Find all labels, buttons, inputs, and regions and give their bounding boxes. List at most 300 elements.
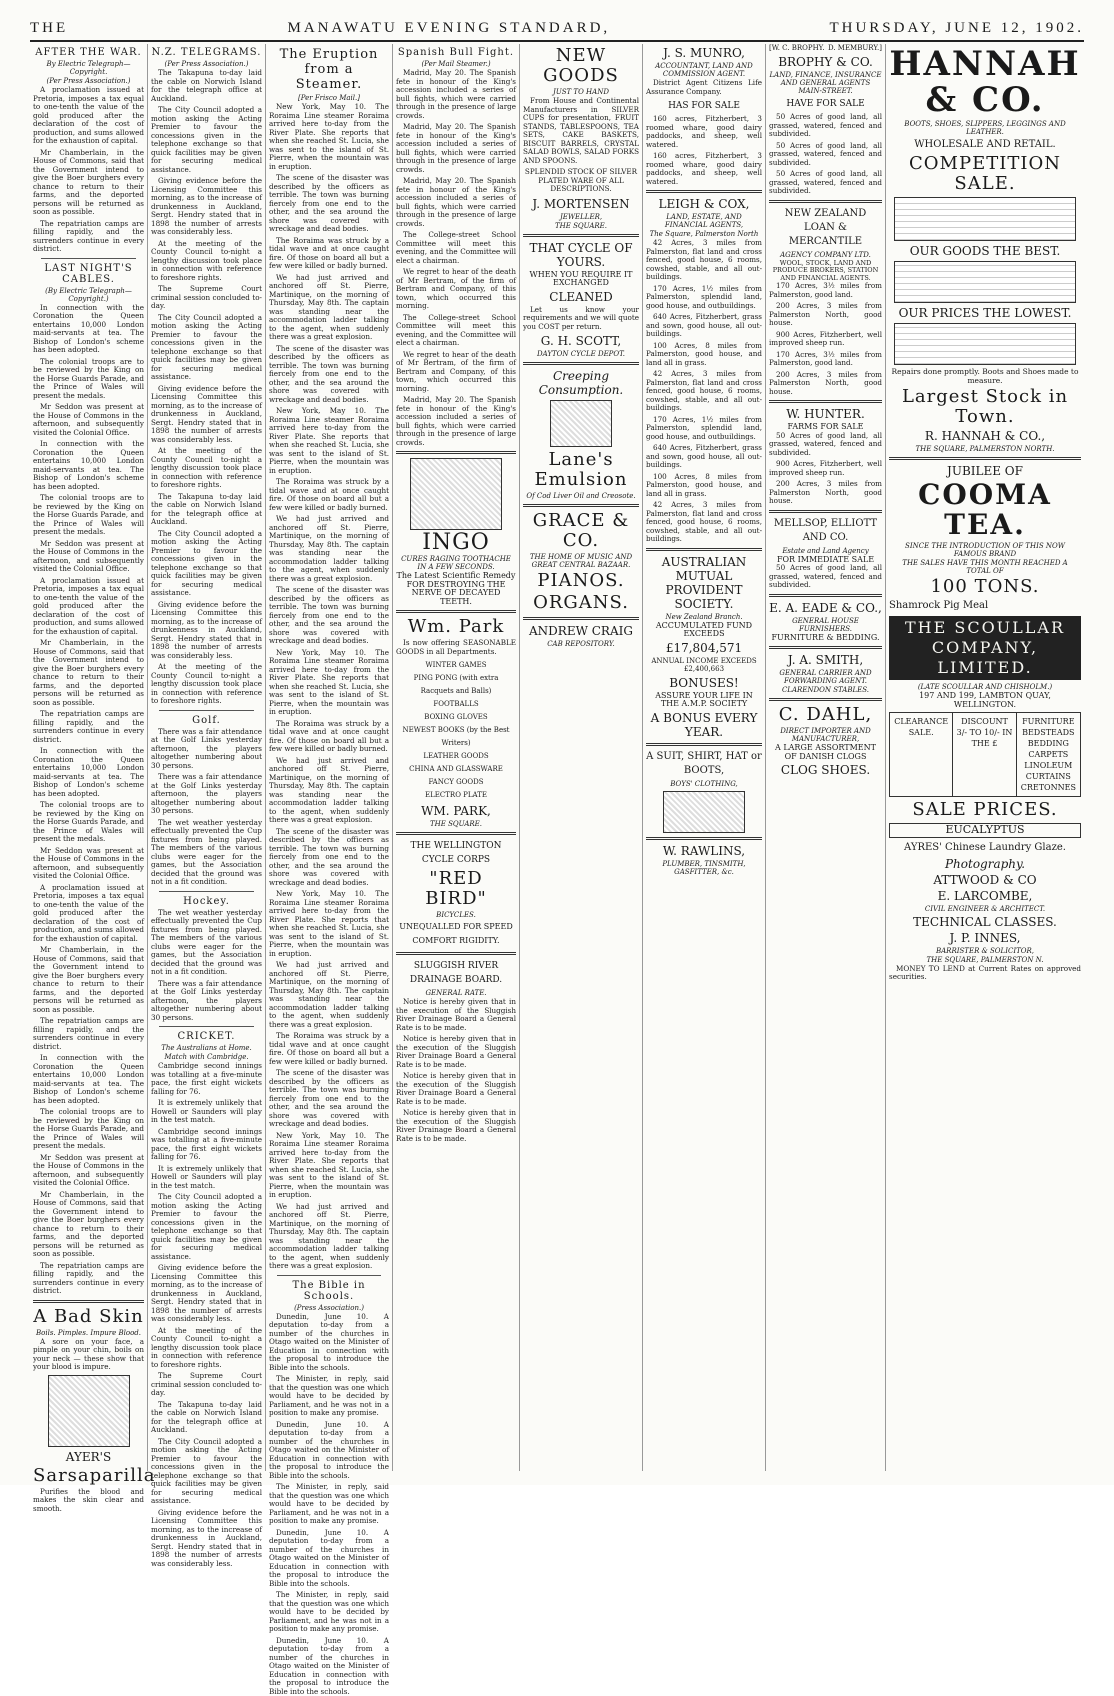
ad-text: Let us know your requirements and we will quote you COST per return. (523, 306, 639, 332)
article-text: Cambridge second innings was totalling at a five-minute pace, the first eight wickets falling for 76. (151, 1128, 262, 1162)
ad-address: 197 AND 199, LAMBTON QUAY, WELLINGTON. (889, 692, 1081, 709)
article-text: We had just arrived and anchored off St. Pierre, Martinique, on the morning of Thursday, May 8th. The captain was standing near the accommodation ladder talking to the agent, when suddenly there was a great explosion. (269, 757, 389, 825)
portrait-illustration (48, 1375, 130, 1447)
list-item: ELECTRO PLATE (396, 789, 516, 802)
ad-subtitle: Boils. Pimples. Impure Blood. (33, 1329, 144, 1337)
headline-after-the-war: AFTER THE WAR. (33, 47, 144, 58)
divider (523, 362, 639, 365)
list-item: CHINA AND GLASSWARE (396, 763, 516, 776)
article-text: Dunedin, June 10. A deputation to-day from a number of the churches in Otago waited on the Minister of Education in connection with the proposal to introduce the Bible into the schools. (269, 1637, 389, 1696)
ad-hannah-name: R. HANNAH & CO., (889, 429, 1081, 443)
ad-text: 170 Acres, 1½ miles from Palmerston, splendid land, good house, and outbuildings. (646, 416, 762, 442)
ad-address: THE SQUARE. (396, 820, 516, 828)
article-text: A proclamation issued at Pretoria, imposes a tax equal to one-tenth the value of the gold produced after the declaration of the cost of production, and sums allowed for the exhaustion of capital. (33, 884, 144, 944)
headline-bible-in-schools: The Bible in Schools. (269, 1280, 389, 1302)
ad-subtitle: LAND, ESTATE, AND FINANCIAL AGENTS, (646, 213, 762, 229)
ad-partner-name: D. MEMBURY.] (828, 44, 882, 53)
ad-text: UNEQUALLED FOR SPEED COMFORT RIGIDITY. (396, 920, 516, 948)
ad-text: A sore on your face, a pimple on your chin, boils on your neck — these show that your blood is impure. (33, 1338, 144, 1372)
article-text: In connection with the Coronation the Queen entertains 10,000 London maid-servants at tea. The Bishop of London's scheme has been adopted. (33, 747, 144, 798)
article-text: Dunedin, June 10. A deputation to-day from a number of the churches in Otago waited on the Minister of Education in connection with the proposal to introduce the Bible into the schools. (269, 1529, 389, 1589)
ad-subtitle: WHOLESALE AND RETAIL. (889, 138, 1081, 152)
ad-sale-prices: SALE PRICES. (889, 800, 1081, 820)
ad-subtitle: JUST TO HAND (523, 88, 639, 96)
article-text: We had just arrived and anchored off St. Pierre, Martinique, on the morning of Thursday, May 8th. The captain was standing near the accommodation ladder talking to the agent, when suddenly there was a great explosion. (269, 1203, 389, 1271)
scoullar-sale-grid (889, 712, 1081, 797)
ad-scott-name: G. H. SCOTT, (523, 334, 639, 348)
ad-text: 170 Acres, 3½ miles from Palmerston, good land. (769, 282, 882, 299)
article-text: Mr Chamberlain, in the House of Commons, said that the Government intend to give the Boer burghers every chance to return to their farms, and the deported persons will be returned as soon as possible. (33, 946, 144, 1014)
ad-text: 50 Acres of good land, all grassed, watered, fenced and subdivided. (769, 432, 882, 458)
ad-subtitle: BICYCLES. (396, 911, 516, 919)
ad-leigh-cox: LEIGH & COX, (646, 197, 762, 211)
article-text: The scene of the disaster was described by the officers as terrible. The town was burning fiercely from one end to the other, and the sea around the shore was covered with wreckage and dead bodies. (269, 345, 389, 405)
wm-park-item-list (396, 659, 516, 802)
ad-text: FOR IMMEDIATE SALE (769, 556, 882, 565)
ad-address: THE SQUARE. (523, 222, 639, 230)
article-text: At the meeting of the County Council to-night a lengthy discussion took place in connection with reference to foreshore rights. (151, 240, 262, 283)
article-text: In connection with the Coronation the Queen entertains 10,000 London maid-servants at tea. The Bishop of London's scheme has been adopted. (33, 440, 144, 491)
article-text: The Minister, in reply, said that the question was one which would have to be decided by Parliament, and he was not in a position to make any promise. (269, 1591, 389, 1634)
article-text: The colonial troops are to be reviewed by the King on the Horse Guards Parade, and the Prince of Wales will present the medals. (33, 1108, 144, 1151)
column-7 (766, 44, 886, 1471)
ad-subtitle: CAB REPOSITORY. (523, 640, 639, 648)
ad-nz-loan: NEW ZEALAND LOAN & MERCANTILE (769, 207, 882, 249)
article-text: At the meeting of the County Council to-night a lengthy discussion took place in connection with reference to foreshore rights. (151, 447, 262, 490)
article-text: The wet weather yesterday effectually prevented the Cup fixtures from being played. The members of the various clubs were eager for the games, but the Association decided that the ground was not in a fit condition. (151, 909, 262, 977)
ad-andrew-craig: ANDREW CRAIG (523, 624, 639, 638)
byline: (Per Mail Steamer.) (396, 60, 516, 68)
divider (396, 451, 516, 454)
headline-eruption: The Eruption from a Steamer. (269, 47, 389, 92)
ad-text: From House and Continental Manufacturers in SILVER CUPS for presentation, FRUIT STANDS, TABLESPOONS, TEA SETS, CAKE BASKETS, BISCUIT BARRELS, CRYSTAL SALAD BOWLS, SALAD FORKS AND SPOONS. (523, 97, 639, 165)
ad-subtitle: BOOTS, SHOES, SLIPPERS, LEGGINGS AND LEATHER. (889, 120, 1081, 136)
divider (889, 457, 1081, 460)
column-8 (886, 44, 1084, 1471)
article-text: The Minister, in reply, said that the question was one which would have to be decided by Parliament, and he was not in a position to make any promise. (269, 1375, 389, 1418)
ad-pianos: PIANOS. (523, 571, 639, 591)
ad-scoullar-title: THE SCOULLAR COMPANY, LIMITED. (889, 616, 1081, 680)
ad-subtitle: GENERAL CARRIER AND FORWARDING AGENT. (769, 669, 882, 685)
ad-eade: E. A. EADE & CO., (769, 601, 882, 615)
ad-subtitle: BOYS' CLOTHING, (646, 780, 762, 788)
ad-text: 900 Acres, Fitzherbert, well improved sheep run. (769, 460, 882, 477)
list-item: PING PONG (with extra Racquets and Balls) (396, 672, 516, 698)
ad-text: 100 Acres, 8 miles from Palmerston, good house, and land all in grass. (646, 342, 762, 368)
divider (646, 190, 762, 193)
ad-text: A LARGE ASSORTMENT OF DANISH CLOGS (769, 744, 882, 761)
ad-wm-park-title: Wm. Park (396, 617, 516, 637)
article-text: At the meeting of the County Council to-night a lengthy discussion took place in connection with reference to foreshore rights. (151, 1327, 262, 1370)
ad-lanes-emulsion: Lane's Emulsion (523, 450, 639, 490)
ad-text: 640 Acres, Fitzherbert, grass and sown, good house, all out-buildings. (646, 444, 762, 470)
notice-text: Notice is hereby given that in the execution of the Sluggish River Drainage Board a General Rate is to be made. (396, 998, 516, 1032)
ad-text: 200 Acres, 3 miles from Palmerston North, good house. (769, 371, 882, 397)
article-text: The Takapuna to-day laid the cable on Norwich Island for the telegraph office at Auckland. (151, 1401, 262, 1435)
ad-cycle-corps: THE WELLINGTON CYCLE CORPS (396, 839, 516, 867)
article-text: The Supreme Court criminal session concluded to-day. (151, 285, 262, 311)
article-text: The Roraima was struck by a tidal wave and at once caught fire. Of those on board all but a few were killed or badly burned. (269, 1032, 389, 1066)
article-text: The wet weather yesterday effectually prevented the Cup fixtures from being played. The members of the various clubs were eager for the games, but the Association decided that the ground was not in a fit condition. (151, 819, 262, 887)
article-text: In connection with the Coronation the Queen entertains 10,000 London maid-servants at tea. The Bishop of London's scheme has been adopted. (33, 304, 144, 355)
ad-text: 42 Acres, 3 miles from Palmerston, flat land and cross fenced, good house, 6 rooms, cowshed, stable, and all out-buildings. (646, 501, 762, 544)
ad-text: 42 Acres, 3 miles from Palmerston, flat land and cross fenced, good house, 6 rooms, cowshed, stable, and all out-buildings. (646, 370, 762, 413)
ad-text: ANNUAL INCOME EXCEEDS £2,400,663 (646, 657, 762, 674)
price-list-block (894, 261, 1076, 303)
list-item: FOOTBALLS (396, 698, 516, 711)
ad-innes: J. P. INNES, (889, 931, 1081, 945)
article-text: There was a fair attendance at the Golf Links yesterday afternoon, the players altogether numbering about 30 persons. (151, 728, 262, 771)
ad-attwood: ATTWOOD & CO (889, 873, 1081, 887)
list-item: BOXING GLOVES (396, 711, 516, 724)
ad-subtitle: (LATE SCOULLAR AND CHISHOLM.) (889, 683, 1081, 691)
article-text: Giving evidence before the Licensing Committee this morning, as to the increase of drunkenness in Auckland, Sergt. Hendry stated that in 1898 the number of arrests was considerably less. (151, 601, 262, 661)
article-text: Giving evidence before the Licensing Committee this morning, as to the increase of drunkenness in Auckland, Sergt. Hendry stated that in 1898 the number of arrests was considerably less. (151, 1509, 262, 1569)
article-text: We had just arrived and anchored off St. Pierre, Martinique, on the morning of Thursday, May 8th. The captain was standing near the accommodation ladder talking to the agent, when suddenly there was a great explosion. (269, 961, 389, 1029)
ad-text: 900 Acres, Fitzherbert, well improved sheep run. (769, 331, 882, 348)
ad-smith: J. A. SMITH, (769, 653, 882, 667)
ad-figure: £17,804,571 (646, 641, 762, 655)
headline-spanish-bull-fight: Spanish Bull Fight. (396, 47, 516, 58)
article-text: There was a fair attendance at the Golf Links yesterday afternoon, the players altogether numbering about 30 persons. (151, 773, 262, 816)
ad-header-names (769, 44, 882, 53)
ad-text: ASSURE YOUR LIFE IN THE A.M.P. SOCIETY (646, 692, 762, 709)
ad-subtitle: Estate and Land Agency (769, 547, 882, 555)
ad-largest-stock: Largest Stock in Town. (889, 387, 1081, 427)
ad-sarsaparilla-title: Sarsaparilla (33, 1466, 144, 1486)
ad-subtitle: DAYTON CYCLE DEPOT. (523, 350, 639, 358)
article-text: New York, May 10. The Roraima Line steamer Roraima arrived here to-day from the River Plate. She reports that when she reached St. Lucia, she was sent to the island of St. Pierre, when the mountain was in eruption. (269, 649, 389, 717)
article-text: Madrid, May 20. The Spanish fete in honour of the King's accession included a series of bull fights, which were carried through in the presence of large crowds. (396, 69, 516, 120)
ad-cooma-tea: COOMA TEA. (889, 480, 1081, 540)
masthead (30, 10, 1084, 42)
article-text: We regret to hear of the death of Mr Bertram, of the firm of Bertram and Company, of this town, which occurred this morning. (396, 351, 516, 394)
divider (277, 1275, 381, 1276)
ad-amp-title: AUSTRALIAN MUTUAL PROVIDENT SOCIETY. (646, 555, 762, 611)
ad-mellsop: MELLSOP, ELLIOTT AND CO. (769, 517, 882, 545)
article-text: The Roraima was struck by a tidal wave and at once caught fire. Of those on board all but a few were killed or badly burned. (269, 720, 389, 754)
article-text: The City Council adopted a motion asking the Acting Premier to favour the concessions given in the telephone exchange so that quick facilities may be given for securing medical assistance. (151, 314, 262, 382)
article-text: Mr Seddon was present at the House of Commons in the afternoon, and subsequently visited the Colonial Office. (33, 1154, 144, 1188)
ad-brophy: BROPHY & CO. (769, 55, 882, 69)
article-text: The City Council adopted a motion asking the Acting Premier to favour the concessions given in the telephone exchange so that quick facilities may be given for securing medical assistance. (151, 1438, 262, 1506)
ad-red-bird: "RED BIRD" (396, 869, 516, 909)
article-text: In connection with the Coronation the Queen entertains 10,000 London maid-servants at tea. The Bishop of London's scheme has been adopted. (33, 1054, 144, 1105)
ad-100-tons: 100 TONS. (889, 577, 1081, 597)
ad-text: WHEN YOU REQUIRE IT EXCHANGED (523, 271, 639, 288)
divider (159, 891, 254, 892)
article-text: New York, May 10. The Roraima Line steamer Roraima arrived here to-day from the River Plate. She reports that when she reached St. Lucia, she was sent to the island of St. Pierre, when the mountain was in eruption. (269, 890, 389, 958)
divider (33, 1300, 144, 1303)
sale-cell-clearance: CLEARANCE SALE. (890, 713, 953, 796)
ad-subtitle: CURES RAGING TOOTHACHE IN A FEW SECONDS. (396, 555, 516, 571)
headline-nz-telegrams: N.Z. TELEGRAMS. (151, 47, 262, 58)
article-text: New York, May 10. The Roraima Line steamer Roraima arrived here to-day from the River Plate. She reports that when she reached St. Lucia, she was sent to the island of St. Pierre, when the mountain was in eruption. (269, 407, 389, 475)
divider (769, 698, 882, 701)
article-text: Dunedin, June 10. A deputation to-day from a number of the churches in Otago waited on the Minister of Education in connection with the proposal to introduce the Bible into the schools. (269, 1313, 389, 1373)
ad-grace-title: GRACE & CO. (523, 511, 639, 551)
article-text: A proclamation issued at Pretoria, imposes a tax equal to one-tenth the value of the gold produced after the declaration of the cost of production, and sums allowed for the exhaustion of capital. (33, 86, 144, 146)
article-text: The colonial troops are to be reviewed by the King on the Horse Guards Parade, and the Prince of Wales will present the medals. (33, 358, 144, 401)
divider (523, 617, 639, 620)
article-text: The Takapuna to-day laid the cable on Norwich Island for the telegraph office at Auckland. (151, 493, 262, 527)
ad-text: Purifies the blood and makes the skin clear and smooth. (33, 1488, 144, 1514)
article-text: Madrid, May 20. The Spanish fete in honour of the King's accession included a series of bull fights, which were carried through in the presence of large crowds. (396, 123, 516, 174)
ad-bad-skin-title: A Bad Skin (33, 1307, 144, 1327)
column-6 (643, 44, 766, 1471)
ad-text: 50 Acres of good land, all grassed, watered, fenced and subdivided. (769, 142, 882, 168)
notice-drainage-board: SLUGGISH RIVER DRAINAGE BOARD. (396, 959, 516, 987)
ad-goods-best: OUR GOODS THE BEST. (889, 244, 1081, 258)
article-text: Mr Seddon was present at the House of Commons in the afternoon, and subsequently visited the Colonial Office. (33, 847, 144, 881)
ad-text: FOR DESTROYING THE NERVE OF DECAYED TEETH. (396, 581, 516, 607)
ad-text: 200 Acres, 3 miles from Palmerston North, good house. (769, 302, 882, 328)
clothing-illustration (663, 791, 745, 833)
ad-rawlins: W. RAWLINS, (646, 844, 762, 858)
ad-text: Is now offering SEASONABLE GOODS in all Departments. (396, 639, 516, 656)
ad-hannah-title: HANNAH & CO. (889, 46, 1081, 118)
article-text: Mr Chamberlain, in the House of Commons, said that the Government intend to give the Boer burghers every chance to return to their farms, and the deported persons will be returned as soon as possible. (33, 1191, 144, 1259)
ad-text: 50 Acres of good land, all grassed, watered, fenced and subdivided. (769, 170, 882, 196)
article-text: Cambridge second innings was totalling at a five-minute pace, the first eight wickets falling for 76. (151, 1062, 262, 1096)
divider (646, 743, 762, 746)
byline: [Per Frisco Mail.] (269, 94, 389, 102)
article-text: The Minister, in reply, said that the question was one which would have to be decided by Parliament, and he was not in a position to make any promise. (269, 1483, 389, 1526)
subheading: The Australians at Home. (151, 1044, 262, 1052)
ad-address: The Square, Palmerston North (646, 230, 762, 238)
column-5 (520, 44, 643, 1471)
ad-new-goods-title: NEW GOODS (523, 46, 639, 86)
ad-text: 170 Acres, 3½ miles from Palmerston, good land. (769, 351, 882, 368)
ad-consumption-title: Creeping Consumption. (523, 369, 639, 397)
article-text: The Roraima was struck by a tidal wave and at once caught fire. Of those on board all but a few were killed or badly burned. (269, 478, 389, 512)
ad-subtitle: THE HOME OF MUSIC AND GREAT CENTRAL BAZAAR. (523, 553, 639, 569)
price-list-block (894, 197, 1076, 241)
ad-ayers-title: AYER'S (33, 1450, 144, 1464)
ad-ayres-glaze: AYRES' Chinese Laundry Glaze. (889, 841, 1081, 855)
price-list-block (894, 323, 1076, 365)
ad-text: FARMS FOR SALE (769, 423, 882, 432)
ad-text: 170 Acres, 1½ miles from Palmerston, splendid land, good house, and outbuildings. (646, 285, 762, 311)
ad-technical-classes: TECHNICAL CLASSES. (889, 915, 1081, 929)
article-text: We regret to hear of the death of Mr Bertram, of the firm of Bertram and Company, of this town, which occurred this morning. (396, 268, 516, 311)
article-text: Mr Seddon was present at the House of Commons in the afternoon, and subsequently visited the Colonial Office. (33, 403, 144, 437)
ad-text: CLEANED (523, 290, 639, 304)
ad-partner-name: [W. C. BROPHY. (769, 44, 825, 53)
headline-golf: Golf. (151, 715, 262, 726)
ad-subtitle: AGENCY COMPANY LTD. (769, 251, 882, 259)
article-text: The repatriation camps are filling rapidly, and the surrenders continue in every district. (33, 220, 144, 254)
notice-text: Notice is hereby given that in the execution of the Sluggish River Drainage Board a General Rate is to be made. (396, 1035, 516, 1069)
divider (396, 610, 516, 613)
headline-cricket: CRICKET. (151, 1031, 262, 1042)
ad-mortensen-name: J. MORTENSEN (523, 197, 639, 211)
ad-text: The Latest Scientific Remedy (396, 572, 516, 581)
ad-eucalyptus: EUCALYPTUS (889, 823, 1081, 838)
ad-cycle-title: THAT CYCLE OF YOURS. (523, 241, 639, 269)
byline: (Press Association.) (269, 1304, 389, 1312)
ad-subtitle: Of Cod Liver Oil and Creosote. (523, 492, 639, 500)
divider (159, 1026, 254, 1027)
bottle-illustration (550, 400, 612, 447)
sale-cell-furniture: FURNITURE BEDSTEADS BEDDING CARPETS LINOLEUM CURTAINS CRETONNES (1017, 713, 1080, 796)
ad-subtitle: New Zealand Branch. (646, 613, 762, 621)
article-text: New York, May 10. The Roraima Line steamer Roraima arrived here to-day from the River Plate. She reports that when she reached St. Lucia, she was sent to the island of St. Pierre, when the mountain was in eruption. (269, 103, 389, 171)
article-text: Madrid, May 20. The Spanish fete in honour of the King's accession included a series of bull fights, which were carried through in the presence of large crowds. (396, 396, 516, 447)
ad-text: 640 Acres, Fitzherbert, grass and sown, good house, all out-buildings. (646, 313, 762, 339)
ad-subtitle: PLUMBER, TINSMITH, GASFITTER, &c. (646, 860, 762, 876)
masthead-date: THURSDAY, JUNE 12, 1902. (829, 20, 1084, 40)
list-item: LEATHER GOODS (396, 750, 516, 763)
ad-jubilee: JUBILEE OF (889, 464, 1081, 478)
ingo-illustration (410, 458, 502, 530)
ad-text: BONUSES! (646, 676, 762, 690)
masthead-title: MANAWATU EVENING STANDARD, (287, 20, 610, 40)
column-2 (148, 44, 266, 1471)
article-text: It is extremely unlikely that Howell or Saunders will play in the test match. (151, 1099, 262, 1125)
ad-text: HAS FOR SALE (646, 99, 762, 113)
article-text: Giving evidence before the Licensing Committee this morning, as to the increase of drunkenness in Auckland, Sergt. Hendry stated that in 1898 the number of arrests was considerably less. (151, 385, 262, 445)
ad-text: WOOL, STOCK, LAND AND PRODUCE BROKERS, STATION AND FINANCIAL AGENTS. (769, 260, 882, 283)
ad-dahl: C. DAHL, (769, 705, 882, 725)
article-text: The City Council adopted a motion asking the Acting Premier to favour the concessions given in the telephone exchange so that quick facilities may be given for securing medical assistance. (151, 106, 262, 174)
headline-last-nights-cables: LAST NIGHT'S CABLES. (33, 263, 144, 285)
ad-larcombe: E. LARCOMBE, (889, 889, 1081, 903)
notice-text: Notice is hereby given that in the execution of the Sluggish River Drainage Board a General Rate is to be made. (396, 1109, 516, 1143)
divider (396, 952, 516, 955)
divider (159, 710, 254, 711)
byline: (Per Press Association.) (33, 77, 144, 85)
divider (769, 510, 882, 513)
divider (523, 234, 639, 237)
list-item: FANCY GOODS (396, 776, 516, 789)
article-text: The Roraima was struck by a tidal wave and at once caught fire. Of those on board all but a few were killed or badly burned. (269, 237, 389, 271)
list-item: WINTER GAMES (396, 659, 516, 672)
article-text: The scene of the disaster was described by the officers as terrible. The town was burning fiercely from one end to the other, and the sea around the shore was covered with wreckage and dead bodies. (269, 828, 389, 888)
article-text: The scene of the disaster was described by the officers as terrible. The town was burning fiercely from one end to the other, and the sea around the shore was covered with wreckage and dead bodies. (269, 1069, 389, 1129)
column-3 (266, 44, 393, 1471)
ad-hunter: W. HUNTER. (769, 407, 882, 421)
ad-text: 160 acres, Fitzherbert, 3 roomed whare, good dairy paddocks, and sheep, well watered. (646, 115, 762, 149)
ad-subtitle: LAND, FINANCE, INSURANCE AND GENERAL AGENTS MAIN-STREET. (769, 71, 882, 95)
divider (769, 646, 882, 649)
article-text: New York, May 10. The Roraima Line steamer Roraima arrived here to-day from the River Plate. She reports that when she reached St. Lucia, she was sent to the island of St. Pierre, when the mountain was in eruption. (269, 1132, 389, 1200)
article-text: The College-street School Committee will meet this evening, and the Committee will elect a chairman. (396, 231, 516, 265)
ad-subtitle: DIRECT IMPORTER AND MANUFACTURER, (769, 727, 882, 743)
ad-address: THE SQUARE, PALMERSTON N. (889, 956, 1081, 964)
divider (769, 594, 882, 597)
ad-text: FURNITURE & BEDDING. (769, 634, 882, 643)
ad-subtitle: CLARENDON STABLES. (769, 686, 882, 694)
article-text: A proclamation issued at Pretoria, imposes a tax equal to one-tenth the value of the gold produced after the declaration of the cost of production, and sums allowed for the exhaustion of capital. (33, 577, 144, 637)
ad-text: MONEY TO LEND at Current Rates on approved securities. (889, 965, 1081, 982)
article-text: The colonial troops are to be reviewed by the King on the Horse Guards Parade, and the Prince of Wales will present the medals. (33, 801, 144, 844)
divider (41, 258, 136, 259)
article-text: The colonial troops are to be reviewed by the King on the Horse Guards Parade, and the Prince of Wales will present the medals. (33, 494, 144, 537)
ad-wm-park-name: WM. PARK, (396, 804, 516, 818)
article-text: The scene of the disaster was described by the officers as terrible. The town was burning fiercely from one end to the other, and the sea around the shore was covered with wreckage and dead bodies. (269, 586, 389, 646)
ad-text: 200 Acres, 3 miles from Palmerston North, good house. (769, 480, 882, 506)
divider (396, 832, 516, 835)
ad-text: Repairs done promptly. Boots and Shoes made to measure. (889, 368, 1081, 385)
article-text: The scene of the disaster was described by the officers as terrible. The town was burning fiercely from one end to the other, and the sea around the shore was covered with wreckage and dead bodies. (269, 174, 389, 234)
ad-text: CLOG SHOES. (769, 763, 882, 777)
subheading: Match with Cambridge. (151, 1053, 262, 1061)
headline-hockey: Hockey. (151, 896, 262, 907)
article-text: The Supreme Court criminal session concluded to-day. (151, 1372, 262, 1398)
ad-subtitle: ACCOUNTANT, LAND AND COMMISSION AGENT. (646, 62, 762, 78)
notice-text: Notice is hereby given that in the execution of the Sluggish River Drainage Board a General Rate is to be made. (396, 1072, 516, 1106)
ad-suit: A SUIT, SHIRT, HAT or BOOTS, (646, 750, 762, 778)
article-text: At the meeting of the County Council to-night a lengthy discussion took place in connection with reference to foreshore rights. (151, 663, 262, 706)
ad-subtitle: CIVIL ENGINEER & ARCHITECT. (889, 905, 1081, 913)
ad-text: 160 acres, Fitzherbert, 3 roomed whare, good dairy paddocks, and sheep, well watered. (646, 152, 762, 186)
divider (646, 837, 762, 840)
ad-subtitle: THE SALES HAVE THIS MONTH REACHED A TOTAL OF (889, 559, 1081, 575)
article-text: The Takapuna to-day laid the cable on Norwich Island for the telegraph office at Auckland. (151, 69, 262, 103)
column-1 (30, 44, 148, 1471)
article-text: There was a fair attendance at the Golf Links yesterday afternoon, the players altogether numbering about 30 persons. (151, 980, 262, 1023)
article-text: Mr Seddon was present at the House of Commons in the afternoon, and subsequently visited the Colonial Office. (33, 540, 144, 574)
article-text: The College-street School Committee will meet this evening, and the Committee will elect a chairman. (396, 314, 516, 348)
ad-photography: Photography. (889, 857, 1081, 871)
ad-text: District Agent Citizens Life Assurance Company. (646, 79, 762, 96)
byline: (Per Press Association.) (151, 60, 262, 68)
article-text: Mr Chamberlain, in the House of Commons, said that the Government intend to give the Boer burghers every chance to return to their farms, and the deported persons will be returned as soon as possible. (33, 149, 144, 217)
article-text: The repatriation camps are filling rapidly, and the surrenders continue in every district. (33, 1262, 144, 1296)
sale-cell-discount: DISCOUNT 3/- TO 10/- IN THE £ (953, 713, 1016, 796)
ad-subtitle: SINCE THE INTRODUCTION OF THIS NOW FAMOUS BRAND (889, 542, 1081, 558)
article-text: The City Council adopted a motion asking the Acting Premier to favour the concessions given in the telephone exchange so that quick facilities may be given for securing medical assistance. (151, 530, 262, 598)
ad-subtitle: JEWELLER, (523, 213, 639, 221)
ad-text: SPLENDID STOCK OF SILVER PLATED WARE OF ALL DESCRIPTIONS. (523, 168, 639, 194)
notice-subtitle: GENERAL RATE. (396, 989, 516, 997)
divider (769, 200, 882, 203)
ad-text: ACCUMULATED FUND EXCEEDS (646, 622, 762, 639)
article-text: Giving evidence before the Licensing Committee this morning, as to the increase of drunkenness in Auckland, Sergt. Hendry stated that in 1898 the number of arrests was considerably less. (151, 1264, 262, 1324)
article-text: It is extremely unlikely that Howell or Saunders will play in the test match. (151, 1165, 262, 1191)
ad-text: 42 Acres, 3 miles from Palmerston, flat land and cross fenced, good house, 6 rooms, cowshed, stable, and all out-buildings. (646, 239, 762, 282)
article-text: Mr Chamberlain, in the House of Commons, said that the Government intend to give the Boer burghers every chance to return to their farms, and the deported persons will be returned as soon as possible. (33, 639, 144, 707)
masthead-the: THE (30, 20, 68, 40)
article-text: The repatriation camps are filling rapidly, and the surrenders continue in every district. (33, 710, 144, 744)
ad-ingo-title: INGO (396, 533, 516, 553)
article-text: The City Council adopted a motion asking the Acting Premier to favour the concessions given in the telephone exchange so that quick facilities may be given for securing medical assistance. (151, 1193, 262, 1261)
ad-competition-sale: COMPETITION SALE. (889, 154, 1081, 194)
ad-shamrock: Shamrock Pig Meal (889, 599, 1081, 613)
divider (646, 548, 762, 551)
ad-munro-name: J. S. MUNRO, (646, 46, 762, 60)
list-item: NEWEST BOOKS (by the Best Writers) (396, 724, 516, 750)
article-text: We had just arrived and anchored off St. Pierre, Martinique, on the morning of Thursday, May 8th. The captain was standing near the accommodation ladder talking to the agent, when suddenly there was a great explosion. (269, 515, 389, 583)
ad-prices-lowest: OUR PRICES THE LOWEST. (889, 306, 1081, 320)
ad-text: 50 Acres of good land, all grassed, watered, fenced and subdivided. (769, 564, 882, 590)
article-text: The repatriation camps are filling rapidly, and the surrenders continue in every district. (33, 1017, 144, 1051)
divider (769, 400, 882, 403)
byline: By Electric Telegraph—Copyright. (33, 60, 144, 76)
ad-organs: ORGANS. (523, 593, 639, 613)
ad-subtitle: GENERAL HOUSE FURNISHERS. (769, 617, 882, 633)
article-text: We had just arrived and anchored off St. Pierre, Martinique, on the morning of Thursday, May 8th. The captain was standing near the accommodation ladder talking to the agent, when suddenly there was a great explosion. (269, 274, 389, 342)
ad-text: 100 Acres, 8 miles from Palmerston, good house, and land all in grass. (646, 473, 762, 499)
ad-text: 50 Acres of good land, all grassed, watered, fenced and subdivided. (769, 113, 882, 139)
divider (523, 504, 639, 507)
ad-text: A BONUS EVERY YEAR. (646, 711, 762, 739)
ad-text: HAVE FOR SALE (769, 97, 882, 111)
byline: (By Electric Telegraph—Copyright.) (33, 287, 144, 303)
ad-address: THE SQUARE, PALMERSTON NORTH. (889, 445, 1081, 453)
article-text: Madrid, May 20. The Spanish fete in honour of the King's accession included a series of bull fights, which were carried through in the presence of large crowds. (396, 177, 516, 228)
